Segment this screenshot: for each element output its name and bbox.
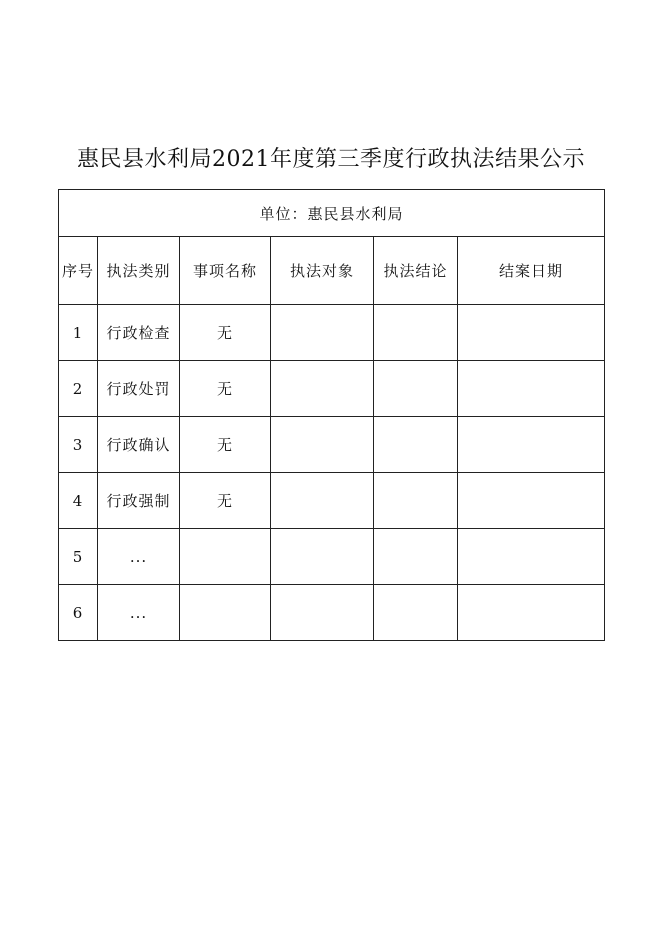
serial-number-cell: 2 <box>59 361 98 417</box>
item-name-cell: 无 <box>180 417 271 473</box>
target-cell <box>271 529 374 585</box>
target-cell <box>271 473 374 529</box>
header-enforcement-target: 执法对象 <box>271 237 374 305</box>
target-cell <box>271 361 374 417</box>
conclusion-cell <box>374 361 458 417</box>
closing-date-cell <box>458 361 605 417</box>
header-serial-number: 序号 <box>59 237 98 305</box>
table-row <box>59 585 605 641</box>
header-enforcement-category: 执法类别 <box>98 237 180 305</box>
serial-number-cell: 5 <box>59 529 98 585</box>
table-row <box>59 417 605 473</box>
unit-row <box>59 190 605 237</box>
category-cell: 行政确认 <box>98 417 180 473</box>
item-name-cell <box>180 529 271 585</box>
table-row <box>59 361 605 417</box>
closing-date-cell <box>458 305 605 361</box>
table-row <box>59 473 605 529</box>
item-name-cell: 无 <box>180 305 271 361</box>
unit-label: 单位：惠民县水利局 <box>59 190 605 237</box>
category-cell: 行政检查 <box>98 305 180 361</box>
header-item-name: 事项名称 <box>180 237 271 305</box>
conclusion-cell <box>374 417 458 473</box>
page-title: 惠民县水利局2021年度第三季度行政执法结果公示 <box>77 147 585 172</box>
header-enforcement-conclusion: 执法结论 <box>374 237 458 305</box>
enforcement-results-table <box>58 189 605 641</box>
closing-date-cell <box>458 473 605 529</box>
category-cell: ... <box>98 529 180 585</box>
serial-number-cell: 6 <box>59 585 98 641</box>
target-cell <box>271 305 374 361</box>
serial-number-cell: 3 <box>59 417 98 473</box>
item-name-cell <box>180 585 271 641</box>
target-cell <box>271 585 374 641</box>
table-row <box>59 305 605 361</box>
table-row <box>59 529 605 585</box>
closing-date-cell <box>458 585 605 641</box>
serial-number-cell: 1 <box>59 305 98 361</box>
category-cell: ... <box>98 585 180 641</box>
item-name-cell: 无 <box>180 361 271 417</box>
closing-date-cell <box>458 529 605 585</box>
table-header-row <box>59 237 605 305</box>
conclusion-cell <box>374 473 458 529</box>
conclusion-cell <box>374 529 458 585</box>
item-name-cell: 无 <box>180 473 271 529</box>
header-closing-date: 结案日期 <box>458 237 605 305</box>
target-cell <box>271 417 374 473</box>
serial-number-cell: 4 <box>59 473 98 529</box>
conclusion-cell <box>374 305 458 361</box>
closing-date-cell <box>458 417 605 473</box>
category-cell: 行政强制 <box>98 473 180 529</box>
category-cell: 行政处罚 <box>98 361 180 417</box>
conclusion-cell <box>374 585 458 641</box>
